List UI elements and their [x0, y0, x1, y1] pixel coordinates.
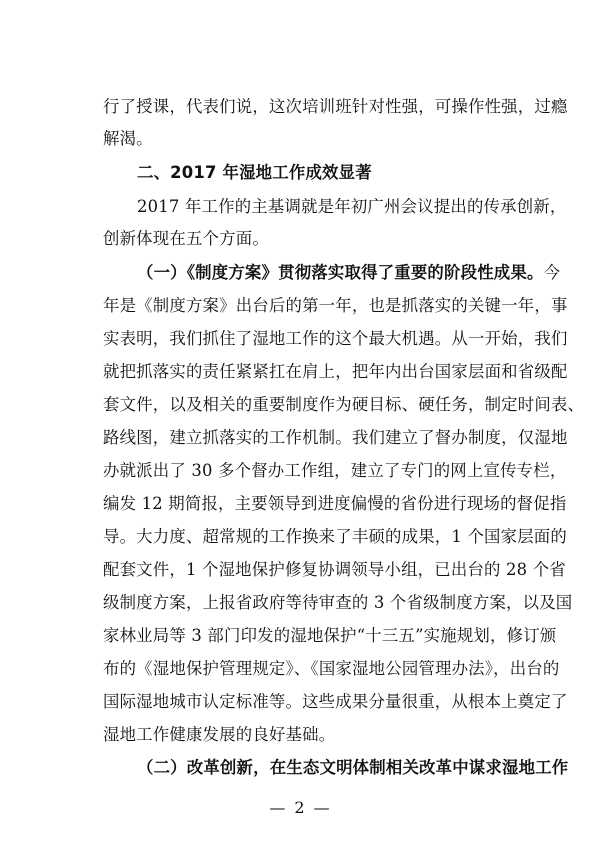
text-line: 编发 12 期简报，主要领导到进度偏慢的省份进行现场的督促指 [103, 494, 567, 513]
text-line: 实表明，我们抓住了湿地工作的这个最大机遇。从一开始，我们 [103, 329, 568, 348]
text-line: 布的《湿地保护管理规定》、《国家湿地公园管理办法》，出台的 [103, 659, 560, 678]
text-line: 套文件，以及相关的重要制度作为硬目标、硬任务，制定时间表、 [103, 395, 585, 414]
text-line: 2017 年工作的主基调就是年初广州会议提出的传承创新， [137, 197, 567, 216]
text-line: 创新体现在五个方面。 [103, 229, 269, 248]
subsection-heading: （二）改革创新，在生态文明体制相关改革中谋求湿地工作 [137, 758, 569, 777]
text-line: 国际湿地城市认定标准等。这些成果分量很重，从根本上奠定了 [103, 692, 568, 711]
text-line: 年是《制度方案》出台后的第一年，也是抓落实的关键一年，事 [103, 296, 568, 315]
text-line: 解渴。 [103, 129, 153, 148]
page-number: — 2 — [269, 798, 332, 817]
text-line: 湿地工作健康发展的良好基础。 [103, 725, 336, 744]
text-fragment: 今 [543, 263, 561, 282]
text-line: 行了授课，代表们说，这次培训班针对性强，可操作性强，过瘾 [103, 97, 568, 116]
subsection-heading: （一）《制度方案》贯彻落实取得了重要的阶段性成果。 [137, 263, 544, 282]
section-heading: 二、2017 年湿地工作成效显著 [137, 163, 372, 182]
text-line: 配套文件，1 个湿地保护修复协调领导小组，已出台的 28 个省 [103, 560, 566, 579]
text-line: 就把抓落实的责任紧紧扛在肩上，把年内出台国家层面和省级配 [103, 362, 568, 381]
text-line: 家林业局等 3 部门印发的湿地保护“十三五”实施规划，修订颁 [103, 626, 557, 645]
text-line: 办就派出了 30 多个督办工作组，建立了专门的网上宣传专栏， [103, 461, 567, 480]
text-line: 导。大力度、超常规的工作换来了丰硕的成果，1 个国家层面的 [103, 527, 567, 546]
text-line: 路线图，建立抓落实的工作机制。我们建立了督办制度，仅湿地 [103, 428, 568, 447]
text-line: 级制度方案，上报省政府等待审查的 3 个省级制度方案，以及国 [103, 593, 573, 612]
subsection-heading-line [137, 262, 561, 284]
